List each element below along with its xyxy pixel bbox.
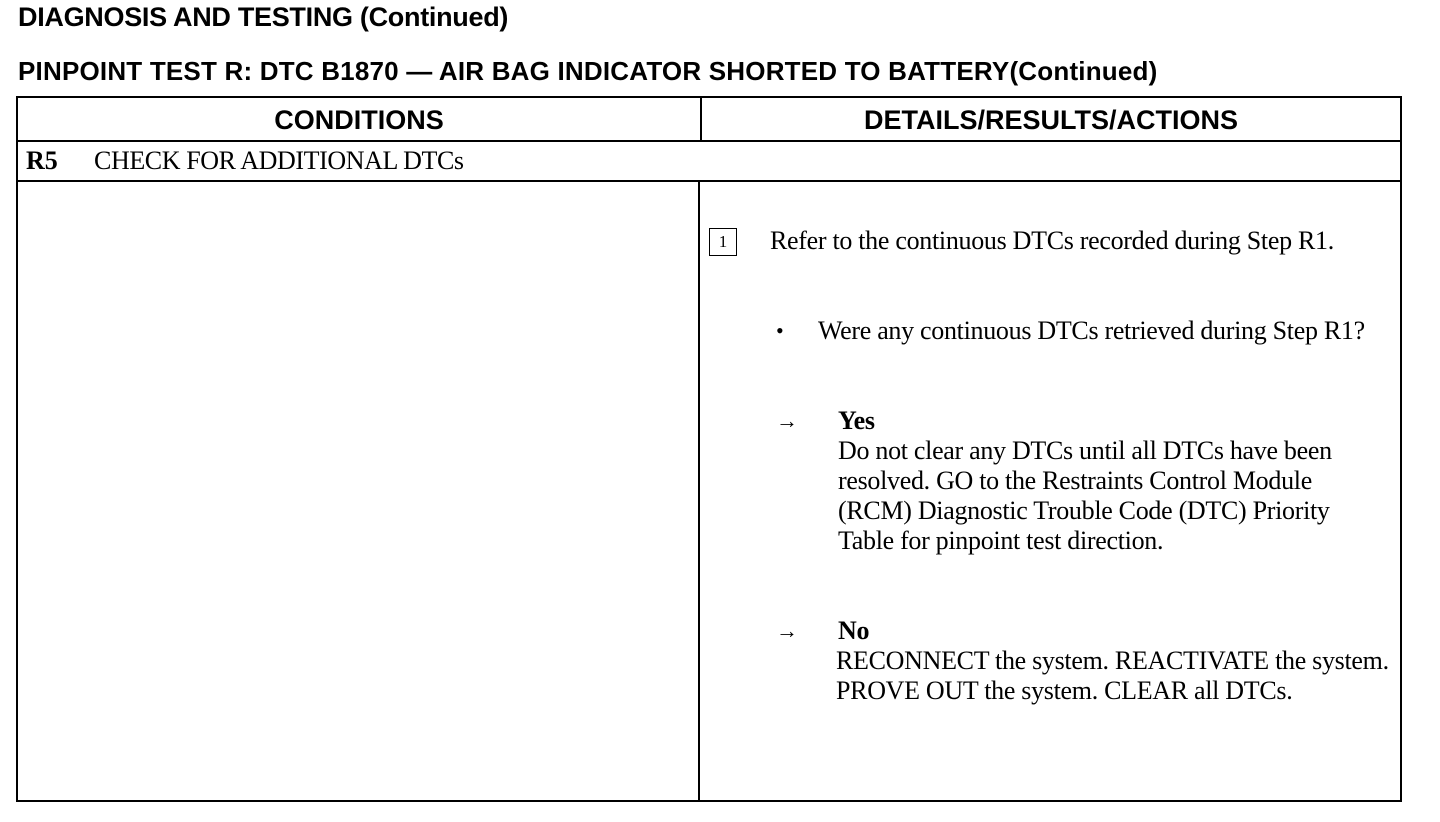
step-id: R5 bbox=[26, 146, 58, 175]
arrow-right-icon: → bbox=[776, 618, 798, 643]
pinpoint-test-title: PINPOINT TEST R: DTC B1870 — AIR BAG INDICATOR SHORTED TO BATTERY(Continued) bbox=[18, 56, 1158, 86]
details-cell bbox=[700, 182, 1400, 800]
substep-number-box-icon: 1 bbox=[709, 228, 737, 256]
table-header-row bbox=[18, 98, 1400, 142]
no-label: No bbox=[838, 616, 870, 645]
details-column-header: DETAILS/RESULTS/ACTIONS bbox=[700, 98, 1400, 140]
instruction-text: Refer to the continuous DTCs recorded during Step R1. bbox=[770, 226, 1334, 255]
bullet-icon: • bbox=[776, 318, 784, 343]
arrow-right-icon: → bbox=[776, 408, 798, 433]
no-action-text: RECONNECT the system. REACTIVATE the system. PROVE OUT the system. CLEAR all DTCs. bbox=[836, 646, 1389, 705]
question-text: Were any continuous DTCs retrieved during Step R1? bbox=[818, 316, 1365, 345]
pinpoint-test-table bbox=[16, 96, 1402, 802]
conditions-column-header: CONDITIONS bbox=[274, 105, 444, 135]
step-row bbox=[18, 142, 1400, 182]
step-title: CHECK FOR ADDITIONAL DTCs bbox=[94, 146, 464, 175]
yes-action-text: Do not clear any DTCs until all DTCs have been resolved. GO to the Restraints Control Module (RCM) Diagnostic Trouble Code (DTC) Priority Table for pinpoint test direction. bbox=[838, 436, 1332, 555]
page-title: DIAGNOSIS AND TESTING (Continued) bbox=[18, 2, 509, 32]
yes-label: Yes bbox=[838, 406, 875, 435]
